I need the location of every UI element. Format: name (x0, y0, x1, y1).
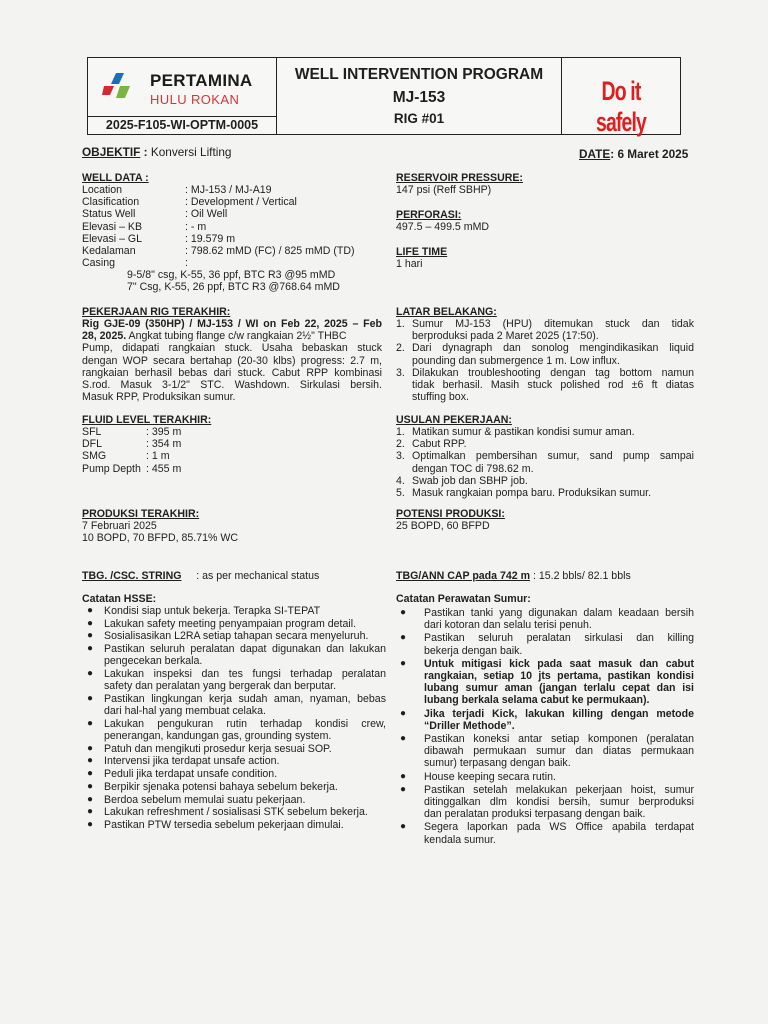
objective-separator: : (140, 145, 151, 159)
well-data-value: : 798.62 mMD (FC) / 825 mMD (TD) (185, 244, 355, 257)
fluid-level-row (82, 426, 181, 438)
well-name: MJ-153 (392, 89, 446, 106)
bullet-icon: ● (400, 607, 407, 618)
fluid-level-value: : 455 m (146, 462, 182, 475)
production-potential-value: 25 BOPD, 60 BFPD (396, 520, 490, 532)
date-label: DATE (579, 147, 611, 161)
hsse-item-line: Lakukan pengukuran rutin terhadap kondisi crew, (104, 717, 386, 730)
background-list (396, 318, 694, 403)
tbg-ann-value: : 15.2 bbls/ 82.1 bbls (530, 570, 631, 582)
bullet-icon: ● (400, 770, 407, 782)
well-data-value: : MJ-153 / MJ-A19 (185, 184, 272, 196)
well-care-item-line: Pastikan koneksi antar setiap komponen (peralatan (424, 733, 694, 746)
bullet-icon: ● (400, 733, 407, 745)
list-item-line: Optimalkan pembersihan sumur, sand pump sampai (412, 450, 694, 463)
bullet-icon: ● (87, 793, 94, 805)
list-item-line: Swab job dan SBHP job. (412, 474, 528, 487)
bullet-icon: ● (87, 692, 94, 704)
hsse-item-line: Pastikan PTW tersedia sebelum pekerjaan dimulai. (104, 818, 344, 831)
document-number: 2025-F105-WI-OPTM-0005 (105, 118, 259, 132)
objective-label: OBJEKTIF (82, 145, 141, 159)
well-data-value: : (185, 257, 188, 270)
hsse-item-line: Lakukan inspeksi dan tes fungsi terhadap peralatan (104, 668, 386, 681)
list-number: 4. (396, 474, 405, 487)
well-data-value: : Development / Vertical (185, 196, 297, 209)
list-number: 3. (396, 366, 405, 379)
list-item (396, 475, 694, 487)
well-data-table (82, 184, 355, 269)
well-data-value: : Oil Well (185, 208, 228, 221)
hsse-item-line: Pastikan seluruh peralatan dapat digunakan dan lakukan (104, 643, 386, 656)
list-number: 1. (396, 318, 405, 330)
hsse-item (82, 668, 386, 692)
hsse-item-line: Lakukan safety meeting penyampaian program detail. (104, 617, 357, 630)
tbg-string-line (82, 570, 319, 582)
well-care-item-line: bekerja dengan baik. (424, 644, 523, 657)
well-care-item-line: Pastikan setelah melakukan pekerjaan hoist, sumur (424, 783, 694, 796)
well-care-item (396, 821, 694, 845)
well-care-item (396, 632, 694, 656)
last-rig-work-heading: PEKERJAAN RIG TERAKHIR: (82, 306, 231, 318)
fluid-level-value: : 395 m (146, 426, 182, 438)
date-line (579, 148, 688, 160)
hsse-item (82, 806, 386, 818)
bullet-icon: ● (87, 717, 94, 729)
bullet-icon: ● (400, 707, 407, 719)
well-care-item-line: sumur) terpasang dengan baik. (424, 757, 571, 770)
well-data-row (82, 245, 355, 257)
well-care-item-line: “Driller Methode”. (424, 719, 515, 732)
header-slogan-cell (562, 58, 680, 137)
well-care-item (396, 708, 694, 732)
list-item-line: berproduksi pada 2 Maret 2025 (17:50). (412, 330, 599, 343)
well-data-key: Status Well (82, 208, 136, 221)
well-care-item-line: Segera laporkan pada WS Office apabila terdapat (424, 821, 694, 834)
hsse-item-line: Peduli jika terdapat unsafe condition. (104, 768, 278, 781)
hsse-item-line: dari hal-hal yang membuat celaka. (104, 705, 266, 718)
list-item-line: Dilakukan troubleshooting dengan tag bottom namun (412, 366, 694, 379)
well-data-key: Elevasi – GL (82, 232, 143, 245)
well-data-row (82, 233, 355, 245)
rig-work-line: rangkaian berhasil bebas dari stuck. Cabut RPP kombinasi (82, 366, 382, 379)
well-data-key: Elevasi – KB (82, 220, 143, 233)
list-number: 5. (396, 487, 405, 500)
rig-work-bold-line: 28, 2025. (82, 330, 127, 343)
company-name: PERTAMINA (150, 71, 253, 90)
hsse-item (82, 819, 386, 831)
list-item (396, 342, 694, 366)
well-data-row (82, 257, 355, 269)
company-division: HULU ROKAN (150, 92, 240, 107)
proposed-work-list (396, 426, 694, 499)
hsse-item-line: Sosialisasikan L2RA setiap tahapan secara menyeluruh. (104, 630, 369, 643)
bullet-icon: ● (87, 668, 94, 680)
fluid-level-value: : 354 m (146, 438, 182, 451)
pertamina-logo-icon (102, 71, 136, 101)
fluid-level-key: DFL (82, 438, 103, 451)
rig-work-line: Masuk RPP, Produksikan sumur. (82, 391, 236, 404)
well-care-item-line: dibawah permukaan sumur dan diatas permukaan (424, 745, 694, 758)
list-number: 1. (396, 426, 405, 438)
fluid-level-row (82, 450, 181, 462)
hsse-item-line: Intervensi jika terdapat unsafe action. (104, 755, 280, 768)
well-care-item-line: kendala sumur. (424, 833, 496, 846)
list-number: 2. (396, 438, 405, 451)
production-potential-heading: POTENSI PRODUKSI: (396, 508, 505, 520)
reservoir-pressure-heading: RESERVOIR PRESSURE: (396, 172, 523, 184)
hsse-item (82, 768, 386, 780)
casing-list (127, 269, 340, 293)
header-logo-cell (88, 58, 277, 134)
bullet-icon: ● (87, 617, 94, 629)
well-care-item-line: dari kotoran dan selalu terisi penuh. (424, 619, 592, 632)
hsse-item-line: safety dan peralatan yang bergerak dan berputar. (104, 680, 337, 693)
hsse-item (82, 743, 386, 755)
list-item (396, 426, 694, 438)
hsse-item (82, 718, 386, 742)
bullet-icon: ● (87, 806, 94, 818)
fluid-level-value: : 1 m (146, 450, 170, 463)
well-care-item (396, 771, 694, 783)
program-title: WELL INTERVENTION PROGRAM (294, 66, 544, 83)
last-production-heading: PRODUKSI TERAKHIR: (82, 508, 200, 520)
hsse-item-line: penerangan, kandungan gas, grounding system. (104, 730, 332, 743)
well-care-item-line: Pastikan tanki yang digunakan dalam keadaan bersih (424, 607, 694, 619)
hsse-item-line: Berdoa sebelum memulai suatu pekerjaan. (104, 793, 306, 806)
well-care-item-line: lubang sumur aman (jangan terlalu cepat dan isi (424, 682, 694, 695)
list-item (396, 367, 694, 404)
bullet-icon: ● (400, 821, 407, 833)
hsse-item (82, 630, 386, 642)
tbg-string-heading: TBG. /CSC. STRING (82, 570, 182, 582)
bullet-icon: ● (87, 643, 94, 655)
list-item (396, 318, 694, 342)
fluid-level-key: SFL (82, 426, 102, 438)
hsse-item-line: Patuh dan mengikuti prosedur kerja sesuai SOP. (104, 742, 332, 755)
list-item-line: Cabut RPP. (412, 438, 467, 451)
tbg-ann-heading: TBG/ANN CAP pada 742 m (396, 570, 531, 582)
hsse-list (82, 605, 386, 832)
life-time-value: 1 hari (396, 258, 423, 270)
well-data-row (82, 184, 355, 196)
hsse-item (82, 605, 386, 617)
reservoir-pressure-value: 147 psi (Reff SBHP) (396, 184, 492, 196)
background-heading: LATAR BELAKANG: (396, 306, 497, 318)
list-item-line: dengan TOC di 798.62 m. (412, 462, 534, 475)
header-table (87, 57, 681, 135)
tbg-string-value: : as per mechanical status (196, 570, 320, 582)
list-item (396, 487, 694, 499)
well-data-key: Clasification (82, 196, 140, 209)
rig-work-lines (82, 342, 382, 403)
well-care-item (396, 658, 694, 707)
list-item-line: Matikan sumur & pastikan kondisi sumur aman. (412, 426, 635, 438)
safety-slogan: Do it safely (596, 76, 646, 137)
well-data-value: : - m (185, 220, 207, 233)
list-item (396, 438, 694, 450)
list-item-line: tidak berhasil. Masih stuck polished rod ±6 ft diatas (412, 379, 694, 392)
well-data-key: Kedalaman (82, 244, 136, 257)
rig-work-mixed-line (82, 330, 382, 342)
bullet-icon: ● (400, 783, 407, 795)
rig-work-line: dengan WOP secara bertahap (20-30 klbs) progress: 2.7 m, (82, 354, 382, 367)
list-item-line: Sumur MJ-153 (HPU) ditemukan stuck dan tidak (412, 318, 694, 330)
fluid-level-key: Pump Depth (82, 462, 141, 475)
header-divider (88, 116, 276, 117)
casing-item: 7" Csg, K-55, 26 ppf, BTC R3 @768.64 mMD (127, 281, 340, 294)
hsse-item-line: Lakukan refreshment / sosialisasi STK sebelum bekerja. (104, 806, 368, 819)
bullet-icon: ● (400, 657, 407, 669)
bullet-icon: ● (87, 768, 94, 780)
last-production-rate: 10 BOPD, 70 BFPD, 85.71% WC (82, 532, 239, 544)
fluid-level-key: SMG (82, 450, 107, 463)
well-data-key: Casing (82, 257, 115, 270)
last-rig-work-text (82, 318, 382, 403)
well-care-list (396, 607, 694, 847)
tbg-ann-line (396, 570, 631, 582)
bullet-icon: ● (87, 818, 94, 830)
fluid-level-heading: FLUID LEVEL TERAKHIR: (82, 414, 212, 426)
bullet-icon: ● (87, 780, 94, 792)
bullet-icon: ● (87, 630, 94, 642)
list-item-line: pounding dan submergence 1 m. Low influx. (412, 354, 620, 367)
hsse-item (82, 755, 386, 767)
bullet-icon: ● (87, 742, 94, 754)
objective-value: Konversi Lifting (150, 145, 232, 159)
bullet-icon: ● (87, 605, 94, 616)
hsse-item (82, 794, 386, 806)
well-care-item (396, 784, 694, 821)
well-data-heading: WELL DATA : (82, 172, 149, 184)
well-care-item-line: lubang berkala selama cabut ke permukaan). (424, 694, 650, 707)
rig-name: RIG #01 (393, 111, 445, 126)
hsse-item-line: pengecekan berkala. (104, 655, 203, 668)
well-care-item-line: ditinggalkan dlm kondisi bersih, sumur berproduksi (424, 796, 694, 809)
casing-item: 9-5/8" csg, K-55, 36 ppf, BTC R3 @95 mMD (127, 269, 336, 281)
rig-work-bold-line: Rig GJE-09 (350HP) / MJ-153 / WI on Feb 22, 2025 – Feb (82, 318, 382, 330)
perforasi-value: 497.5 – 499.5 mMD (396, 221, 490, 233)
hsse-item (82, 643, 386, 667)
well-care-heading: Catatan Perawatan Sumur: (396, 593, 531, 605)
rig-work-line: Pump, didapati rangkaian stuck. Usaha bebaskan stuck (82, 342, 382, 355)
hsse-item-line: Berpikir sjenaka potensi bahaya sebelum bekerja. (104, 780, 338, 793)
list-number: 3. (396, 450, 405, 463)
well-care-item-line: Pastikan seluruh peralatan sirkulasi dan killing (424, 632, 694, 645)
bullet-icon: ● (87, 755, 94, 767)
list-item (396, 450, 694, 474)
list-item-line: stuffing box. (412, 391, 469, 404)
rig-work-line: Angkat tubing flange c/w rangkaian 2½" THBC (126, 330, 347, 343)
well-data-row (82, 196, 355, 208)
objective-line (82, 146, 231, 158)
well-data-row (82, 221, 355, 233)
well-care-item-line: dan peralatan produksi terpasang dengan baik. (424, 808, 646, 821)
list-item-line: Masuk rangkaian pompa baru. Produksikan sumur. (412, 487, 652, 500)
hsse-item (82, 618, 386, 630)
perforasi-heading: PERFORASI: (396, 209, 462, 221)
rig-work-line: S.rod. Masuk 3-1/2" STC. Washdown. Sirkulasi bersih. (82, 379, 382, 392)
fluid-level-table (82, 426, 181, 475)
well-care-item (396, 733, 694, 770)
hsse-item-line: Pastikan lingkungan kerja sudah aman, nyaman, bebas (104, 692, 386, 705)
well-care-item-line: Untuk mitigasi kick pada saat masuk dan cabut (424, 657, 694, 670)
fluid-level-row (82, 438, 181, 450)
well-data-value: : 19.579 m (185, 232, 236, 245)
well-care-item-line: rangkaian, setiap 10 jts pertama, pastikan kondisi (424, 670, 694, 683)
well-care-item-line: Jika terjadi Kick, lakukan killing dengan metode (424, 707, 694, 720)
list-number: 2. (396, 342, 405, 355)
well-care-item (396, 607, 694, 631)
hsse-heading: Catatan HSSE: (82, 593, 157, 605)
bullet-icon: ● (400, 632, 407, 644)
hsse-item (82, 781, 386, 793)
life-time-heading: LIFE TIME (396, 246, 448, 258)
well-data-key: Location (82, 184, 123, 196)
last-production-date: 7 Februari 2025 (82, 520, 157, 532)
hsse-item-line: Kondisi siap untuk bekerja. Terapka SI-TEPAT (104, 605, 321, 617)
date-value: : 6 Maret 2025 (610, 147, 689, 161)
list-item-line: Dari dynagraph dan sonolog mengindikasikan liquid (412, 342, 694, 355)
header-title-cell (277, 58, 562, 134)
well-data-row (82, 208, 355, 220)
fluid-level-row (82, 463, 181, 475)
proposed-work-heading: USULAN PEKERJAAN: (396, 414, 512, 426)
well-care-item-line: House keeping secara rutin. (424, 770, 556, 783)
hsse-item (82, 693, 386, 717)
